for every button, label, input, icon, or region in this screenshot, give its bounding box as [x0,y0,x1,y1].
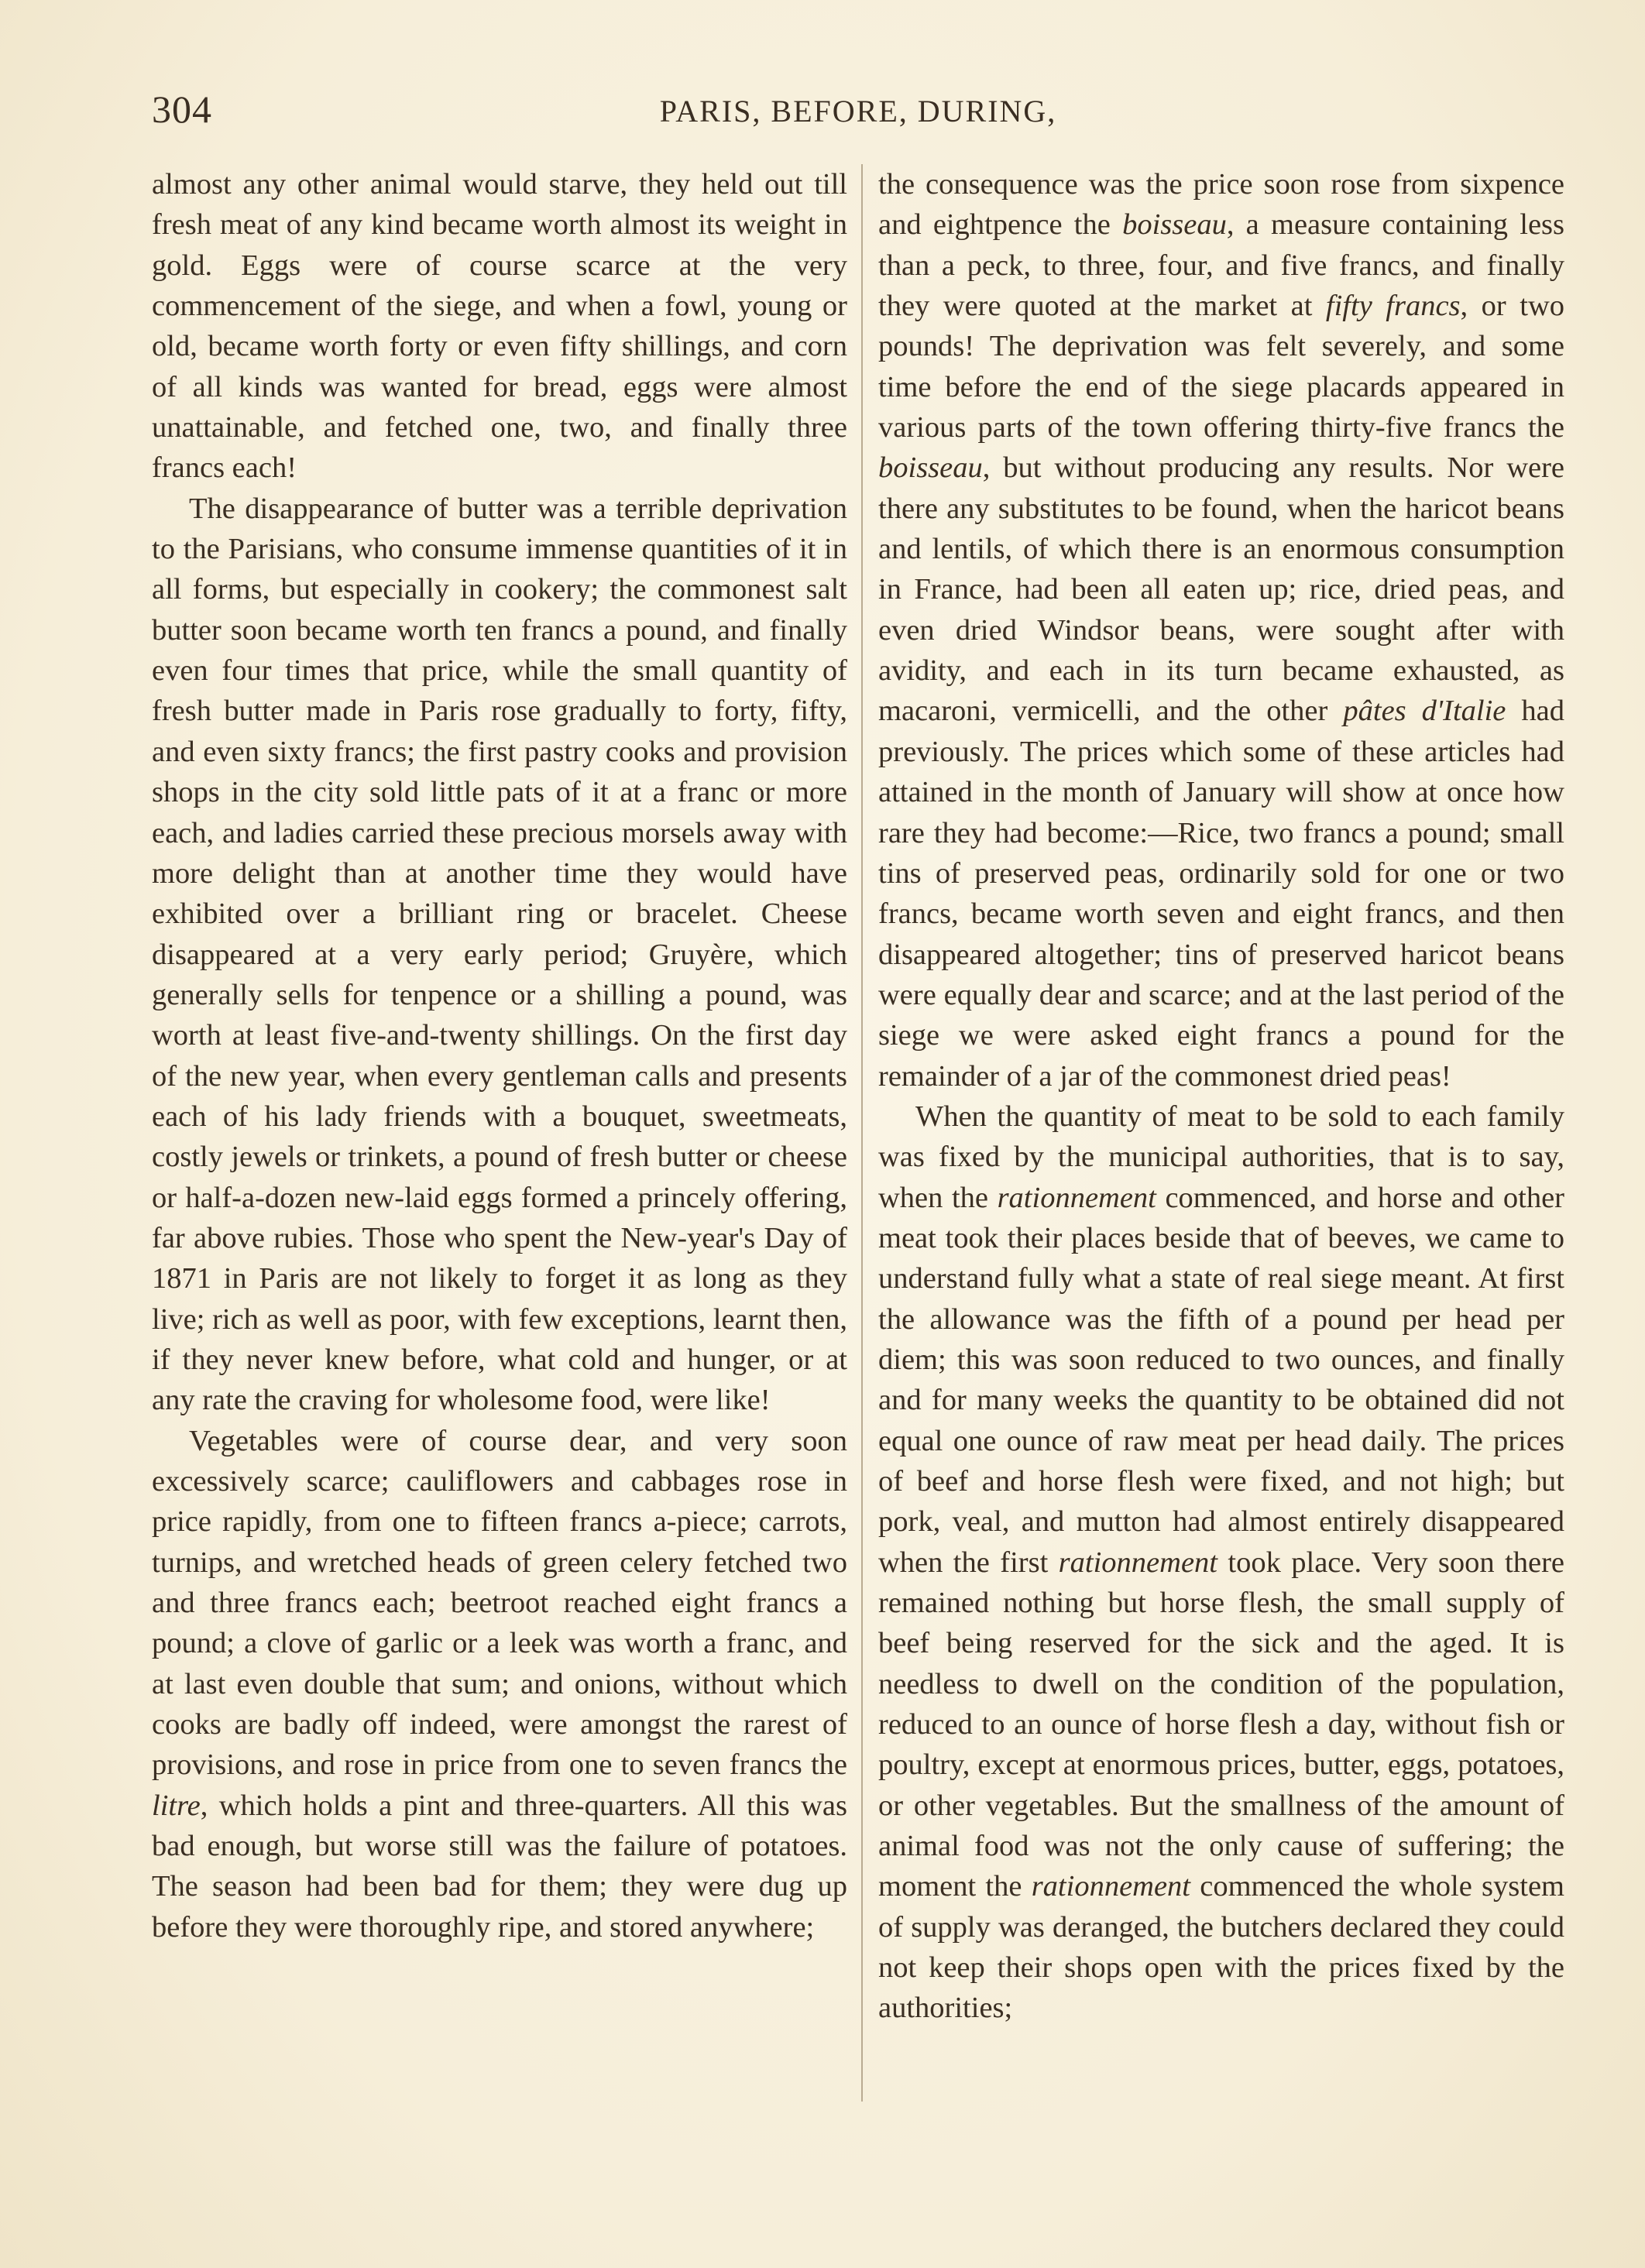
text-run: commenced, and horse and other meat took their places beside that of beeves, we came to understand fully what a state of real siege meant. At first the allowance was the fifth of a pound per head per diem; this was soon reduced to two ounces, and finally and for many weeks the quantity to be obtained did not equal one ounce of raw meat per head daily. The prices of beef and horse flesh were fixed, and not high; but pork, veal, and mutton had almost entirely disappeared when the first [878,1181,1564,1579]
paragraph: almost any other animal would starve, they held out till fresh meat of any kind became worth almost its weight in gold. Eggs were of course scarce at the very commencement of the siege, and when a fowl, young or old, became worth forty or even fifty shillings, and corn of all kinds was wanted for bread, eggs were almost unattainable, and fetched one, two, and finally three francs each! [152,168,847,485]
italic-term: litre [152,1789,201,1822]
italic-term: boisseau [878,451,983,485]
text-run: , which holds a pint and three-quarters. All this was bad enough, but worse still was the failure of potatoes. The season had been bad for them; they were dug up before they were thoroughly ripe, and stored anywhere; [152,1789,847,1944]
paragraph [878,164,1564,1096]
italic-term: boisseau [1122,208,1227,242]
text-run: , or two pounds! The deprivation was felt severely, and some time before the end of the siege placards appeared in various parts of the town offering thirty-five francs the [878,290,1565,444]
italic-term: rationnement [1031,1870,1190,1903]
text-run: When the quantity of meat to be sold to each family was fixed by the municipal authorities, that is to say, when the [878,1100,1564,1214]
running-title: PARIS, BEFORE, DURING, [659,94,1057,129]
column-divider [861,164,863,2102]
page-number: 304 [152,87,212,131]
text-run: had previously. The prices which some of these articles had attained in the month of January will show at once how rare they had become:—Rice, two francs a pound; small tins of preserved peas, ordinarily sold for one or two francs, became worth seven and eight francs, and then disappeared altogether; tins of preserved haricot beans were equally dear and scarce; and at the last period of the siege we were asked eight francs a pound for the remainder of a jar of the commonest dried peas! [878,695,1565,1093]
italic-term: fifty francs [1325,290,1461,323]
text-run: , a measure containing less than a peck, to three, four, and five francs, and finally they were quoted at the market at [878,208,1565,323]
italic-term: rationnement [997,1181,1156,1214]
text-run: commenced the whole system of supply was deranged, the butchers declared they could not keep their shops open with the prices fixed by the authorities; [878,1870,1564,2025]
text-run: , but without producing any results. Nor were there any substitutes to be found, when the haricot beans and lentils, of which there is an enormous consumption in France, had been all eaten up; rice, dried peas, and even dried Windsor beans, were sought after with avidity, and each in its turn became exhausted, as macaroni, vermicelli, and the other [878,451,1564,728]
italic-term: pâtes d'Italie [1343,695,1506,728]
text-run: took place. Very soon there remained nothing but horse flesh, the small supply of beef being reserved for the sick and the aged. It is needless to dwell on the condition of the population, reduced to an ounce of horse flesh a day, without fish or poultry, except at enormous prices, butter, eggs, potatoes, or other vegetables. But the smallness of the amount of animal food was not the only cause of suffering; the moment the [878,1546,1564,1903]
paragraph [152,1421,847,1947]
left-column [152,164,847,1947]
paragraph [878,1096,1564,2029]
italic-term: rationnement [1058,1546,1217,1579]
right-column [878,164,1564,2029]
text-run: Vegetables were of course dear, and very soon excessively scarce; cauliflowers and cabbages rose in price rapidly, from one to fifteen francs a-piece; carrots, turnips, and wretched heads of green celery fetched two and three francs each; beetroot reached eight francs a pound; a clove of garlic or a leek was worth a franc, and at last even double that sum; and onions, without which cooks are badly off indeed, were amongst the rarest of provisions, and rose in price from one to seven francs the [152,1424,847,1782]
text-run: the consequence was the price soon rose from sixpence and eightpence the [878,168,1564,242]
paragraph: The disappearance of butter was a terrible deprivation to the Parisians, who consume immense quantities of it in all forms, but especially in cookery; the commonest salt butter soon became worth ten francs a pound, and finally even four times that price, while the small quantity of fresh butter made in Paris rose gradually to forty, fifty, and even sixty francs; the first pastry cooks and provision shops in the city sold little pats of it at a franc or more each, and ladies carried these precious morsels away with more delight than at another time they would have exhibited over a brilliant ring or bracelet. Cheese disappeared at a very early period; Gruyère, which generally sells for tenpence or a shilling a pound, was worth at least five-and-twenty shillings. On the first day of the new year, when every gentleman calls and presents each of his lady friends with a bouquet, sweetmeats, costly jewels or trinkets, a pound of fresh butter or cheese or half-a-dozen new-laid eggs formed a princely offering, far above rubies. Those who spent the New-year's Day of 1871 in Paris are not likely to forget it as long as they live; rich as well as poor, with few exceptions, learnt then, if they never knew before, what cold and hunger, or at any rate the craving for wholesome food, were like! [152,492,847,1417]
page-header [152,87,1564,141]
